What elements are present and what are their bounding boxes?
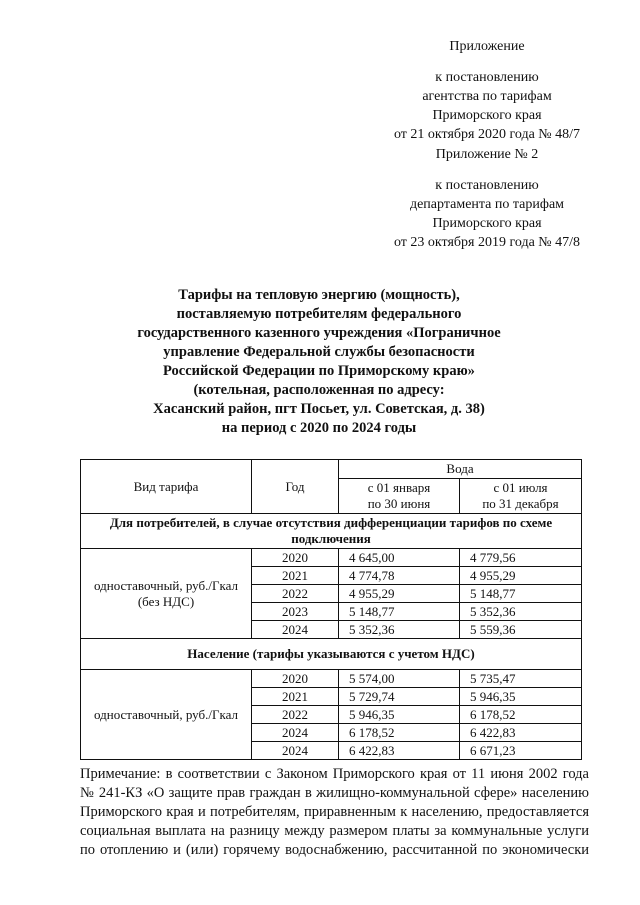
tariff-name: одноставочный, руб./Гкал (81, 670, 252, 760)
appendix-header-1 (337, 37, 637, 144)
appendix-line: к постановлению (435, 70, 539, 85)
year-cell: 2020 (252, 549, 339, 567)
tariff-value-h2: 5 148,77 (460, 585, 582, 603)
year-cell: 2024 (252, 621, 339, 639)
tariff-value-h1: 5 946,35 (339, 706, 460, 724)
header-period-2-line: по 31 декабря (482, 496, 559, 511)
tariff-value-h1: 5 148,77 (339, 603, 460, 621)
header-year: Год (252, 460, 339, 514)
tariff-value-h2: 6 178,52 (460, 706, 582, 724)
tariff-table (80, 459, 582, 760)
note-line: Примечание: в соответствии с Законом Приморского края от 11 июня 2002 года (80, 766, 589, 782)
header-period-1-line: по 30 июня (367, 496, 431, 511)
note-line: социальная выплата на разницу между размером платы за коммунальные услуги (80, 823, 589, 839)
appendix-line: агентства по тарифам (422, 89, 552, 104)
note-paragraph (80, 765, 589, 860)
appendix-line: от 23 октября 2019 года № 47/8 (393, 235, 581, 250)
title-line: (котельная, расположенная по адресу: (193, 382, 445, 398)
tariff-value-h1: 5 352,36 (339, 621, 460, 639)
year-cell: 2023 (252, 603, 339, 621)
tariff-value-h1: 6 422,83 (339, 742, 460, 760)
note-line: Приморского края и потребителям, приравненным к населению, предоставляется (80, 804, 589, 820)
year-cell: 2024 (252, 724, 339, 742)
appendix-line: Приморского края (432, 108, 542, 123)
tariff-value-h2: 5 352,36 (460, 603, 582, 621)
title-line: Российской Федерации по Приморскому краю» (163, 363, 475, 379)
tariff-value-h1: 5 729,74 (339, 688, 460, 706)
appendix-line: Приложение (449, 39, 525, 54)
header-period-1-line: с 01 января (367, 480, 431, 495)
title-line: государственного казенного учреждения «Пограничное (137, 325, 501, 341)
year-cell: 2024 (252, 742, 339, 760)
appendix-line: Приложение № 2 (435, 147, 539, 162)
tariff-value-h1: 4 955,29 (339, 585, 460, 603)
tariff-value-h1: 4 774,78 (339, 567, 460, 585)
section-heading: Население (тарифы указываются с учетом НДС) (81, 639, 582, 670)
header-period-1 (339, 479, 460, 514)
table-row (81, 549, 582, 567)
tariff-value-h2: 4 779,56 (460, 549, 582, 567)
year-cell: 2021 (252, 688, 339, 706)
appendix-line: департамента по тарифам (409, 197, 565, 212)
header-water: Вода (339, 460, 582, 479)
tariff-value-h1: 4 645,00 (339, 549, 460, 567)
year-cell: 2020 (252, 670, 339, 688)
year-cell: 2021 (252, 567, 339, 585)
appendix-line: Приморского края (432, 216, 542, 231)
tariff-value-h2: 5 735,47 (460, 670, 582, 688)
document-title (80, 286, 558, 438)
title-line: Тарифы на тепловую энергию (мощность), (178, 287, 460, 303)
tariff-name: одноставочный, руб./Гкал (без НДС) (81, 549, 252, 639)
tariff-value-h2: 5 946,35 (460, 688, 582, 706)
title-line: поставляемую потребителям федерального (176, 306, 462, 322)
appendix-header-2 (337, 145, 637, 252)
note-line: № 241-КЗ «О защите прав граждан в жилищно-коммунальной сфере» населению (80, 785, 589, 801)
table-row (81, 670, 582, 688)
appendix-line: от 21 октября 2020 года № 48/7 (393, 127, 581, 142)
tariff-value-h2: 6 671,23 (460, 742, 582, 760)
tariff-value-h1: 6 178,52 (339, 724, 460, 742)
header-period-2-line: с 01 июля (493, 480, 548, 495)
tariff-value-h1: 5 574,00 (339, 670, 460, 688)
year-cell: 2022 (252, 706, 339, 724)
year-cell: 2022 (252, 585, 339, 603)
title-line: управление Федеральной службы безопасности (163, 344, 475, 360)
tariff-value-h2: 6 422,83 (460, 724, 582, 742)
title-line: на период с 2020 по 2024 годы (221, 420, 417, 436)
header-period-2 (460, 479, 582, 514)
tariff-value-h2: 4 955,29 (460, 567, 582, 585)
tariff-value-h2: 5 559,36 (460, 621, 582, 639)
section-heading: Для потребителей, в случае отсутствия дифференциации тарифов по схеме подключения (81, 514, 582, 549)
appendix-line: к постановлению (435, 178, 539, 193)
header-tariff-type: Вид тарифа (81, 460, 252, 514)
note-line: по отоплению и (или) горячему водоснабжению, рассчитанной по экономически (80, 842, 589, 858)
title-line: Хасанский район, пгт Посьет, ул. Советская, д. 38) (153, 401, 485, 417)
